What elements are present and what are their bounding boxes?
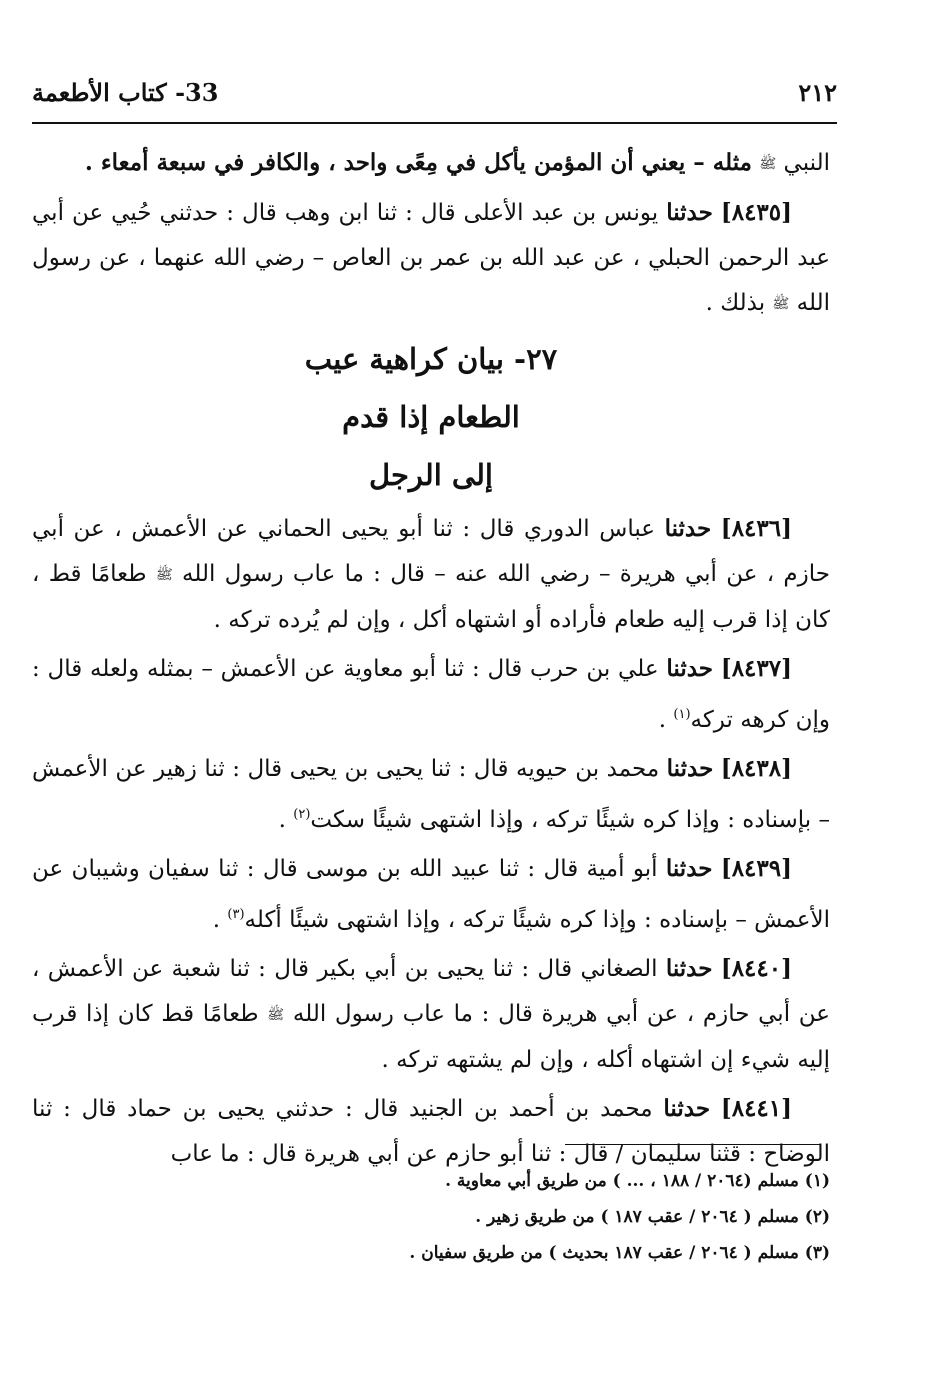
hadith-number: [٨٤٣٦] [720,515,792,542]
page-number: ٢١٢ [798,77,837,107]
hadith-8437 [32,646,830,743]
hadith-number: [٨٤٣٥] [720,199,793,226]
running-chapter-title: 33- كتاب الأطعمة [32,77,219,107]
chapter-heading [32,330,830,504]
salutation-symbol: ﷺ [155,567,173,583]
hadith-number: [٨٤٣٩] [720,855,793,882]
hadith-8436 [32,506,830,643]
main-text [32,140,830,1180]
hadith-number: [٨٤٤٠] [720,955,793,982]
paragraph-continuation [32,140,830,187]
footnote-separator [565,1144,821,1145]
hadith-lead: حدثنا [665,955,713,982]
hadith-8438 [32,746,830,843]
chapter-heading-line: الطعام إذا قدم [342,400,520,434]
hadith-text: محمد بن حيويه قال : ثنا يحيى بن يحيى قال : ثنا زهير عن الأعمش – بإسناده : وإذا كره شيئًا تركه ، وإذا اشتهى شيئًا سكت [32,756,830,833]
chapter-heading-line: إلى الرجل [369,458,493,492]
hadith-text: عباس الدوري قال : ثنا أبو يحيى الحماني عن الأعمش ، عن أبي حازم ، عن أبي هريرة – رضي الله عنه – قال : ما عاب رسول الله [32,516,831,587]
hadith-text: طعامًا قط ، كان إذا قرب إليه طعام فأراده أو اشتهاه أكل ، وإن لم يُرده تركه . [32,561,830,633]
salutation-symbol: ﷺ [759,156,777,172]
hadith-text: الصغاني قال : ثنا يحيى بن أبي بكير قال : ثنا شعبة عن الأعمش ، عن أبي حازم ، عن أبي هريرة قال : ما عاب رسول الله [32,956,831,1027]
hadith-text: يونس بن عبد الأعلى قال : ثنا ابن وهب قال : حدثني حُيي عن أبي عبد الرحمن الحبلي ، عن عبد الله بن عمر بن العاص – رضي الله عنهما ، عن رسول الله [32,200,830,316]
hadith-text: علي بن حرب قال : ثنا أبو معاوية عن الأعمش – بمثله ولعله قال : وإن كرهه تركه [32,656,830,733]
header-rule [32,122,837,124]
hadith-text: . [278,807,286,833]
hadith-8439 [32,846,830,943]
text-segment: النبي [783,150,830,176]
hadith-text: . [658,707,667,733]
salutation-symbol: ﷺ [267,1007,285,1023]
text-segment: مثله – يعني أن المؤمن يأكل في مِعًى واحد ، والكافر في سبعة أمعاء . [84,149,752,176]
hadith-lead: حدثنا [664,515,712,542]
hadith-number: [٨٤٤١] [720,1095,793,1122]
footnote-1: (١) مسلم (٢٠٦٤ / ١٨٨ ، ... ) من طريق أبي معاوية . [445,1171,830,1191]
footnote-reference[interactable]: (٣) [227,907,245,922]
hadith-text: بذلك . [705,290,766,316]
hadith-text: أبو أمية قال : ثنا عبيد الله بن موسى قال : ثنا سفيان وشيبان عن الأعمش – بإسناده : وإذا كره شيئًا تركه ، وإذا اشتهى شيئًا أكله [32,856,830,933]
hadith-lead: حدثنا [665,855,713,882]
hadith-8435 [32,190,830,327]
footnote-reference[interactable]: (٢) [293,807,311,822]
footnote-reference[interactable]: (١) [673,707,691,722]
chapter-heading-line: ٢٧- بيان كراهية عيب [304,342,558,376]
hadith-number: [٨٤٣٨] [720,755,792,782]
footnotes [32,1163,830,1271]
page-header [32,72,837,112]
hadith-lead: حدثنا [666,755,714,782]
hadith-text: . [212,907,221,933]
footnote-3: (٣) مسلم ( ٢٠٦٤ / عقب ١٨٧ بحديث ) من طريق سفيان . [409,1243,830,1263]
hadith-8440 [32,946,830,1083]
footnote-2: (٢) مسلم ( ٢٠٦٤ / عقب ١٨٧ ) من طريق زهير . [475,1207,830,1227]
hadith-text: طعامًا قط كان إذا قرب إليه شيء إن اشتهاه أكله ، وإن لم يشتهه تركه . [32,1001,830,1073]
hadith-lead: حدثنا [663,1095,711,1122]
hadith-lead: حدثنا [666,199,713,226]
hadith-text: محمد بن أحمد بن الجنيد قال : حدثني يحيى بن حماد قال : ثنا الوضاح : قثنا سليمان / قال : ثنا أبو حازم عن أبي هريرة قال : ما عاب [32,1096,830,1167]
hadith-lead: حدثنا [666,655,714,682]
salutation-symbol: ﷺ [772,296,790,312]
hadith-number: [٨٤٣٧] [720,655,793,682]
